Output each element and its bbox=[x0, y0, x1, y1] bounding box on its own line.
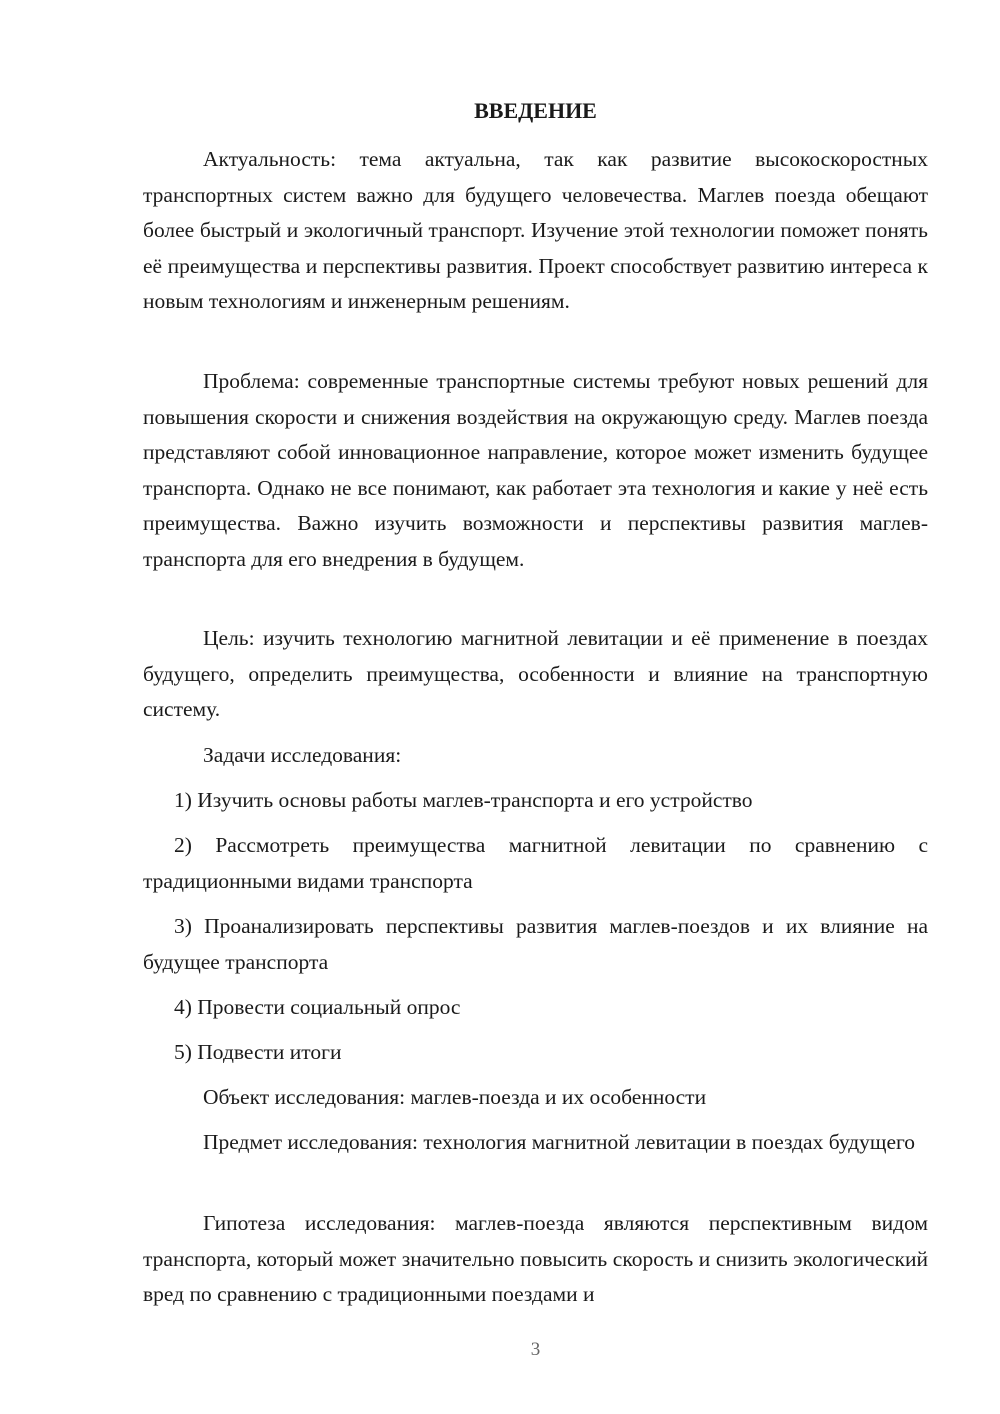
object-paragraph: Объект исследования: маглев-поезда и их особенности bbox=[203, 1085, 707, 1109]
problem-paragraph: Проблема: современные транспортные системы требуют новых решений для повышения скорости и снижения воздействия на окружающую среду. Маглев поезда представляют собой инновационное направление, которое может изменить будущее транспорта. Однако не все понимают, как работает эта технология и какие у неё есть преимущества. Важно изучить возможности и перспективы развития маглев-транспорта для его внедрения в будущем. bbox=[143, 369, 928, 571]
task-item-3: 3) Проанализировать перспективы развития маглев-поездов и их влияние на будущее транспорта bbox=[143, 914, 928, 974]
page-number: 3 bbox=[530, 1339, 541, 1360]
task-item-1: 1) Изучить основы работы маглев-транспорта и его устройство bbox=[174, 788, 753, 812]
tasks-title: Задачи исследования: bbox=[203, 743, 402, 767]
goal-paragraph: Цель: изучить технологию магнитной левитации и её применение в поездах будущего, определить преимущества, особенности и влияние на транспортную систему. bbox=[143, 626, 928, 721]
task-item-4: 4) Провести социальный опрос bbox=[174, 995, 461, 1019]
subject-paragraph: Предмет исследования: технология магнитной левитации в поездах будущего bbox=[203, 1130, 916, 1154]
relevance-paragraph: Актуальность: тема актуальна, так как развитие высокоскоростных транспортных систем важно для будущего человечества. Маглев поезда обещают более быстрый и экологичный транспорт. Изучение этой технологии поможет понять её преимущества и перспективы развития. Проект способствует развитию интереса к новым технологиям и инженерным решениям. bbox=[143, 147, 928, 313]
task-item-5: 5) Подвести итоги bbox=[174, 1040, 342, 1064]
document-page bbox=[143, 0, 928, 1414]
task-item-2: 2) Рассмотреть преимущества магнитной левитации по сравнению с традиционными видами транспорта bbox=[143, 833, 928, 893]
section-heading: ВВЕДЕНИЕ bbox=[474, 98, 597, 123]
hypothesis-paragraph: Гипотеза исследования: маглев-поезда являются перспективным видом транспорта, который может значительно повысить скорость и снизить экологический вред по сравнению с традиционными поездами и bbox=[143, 1211, 928, 1306]
